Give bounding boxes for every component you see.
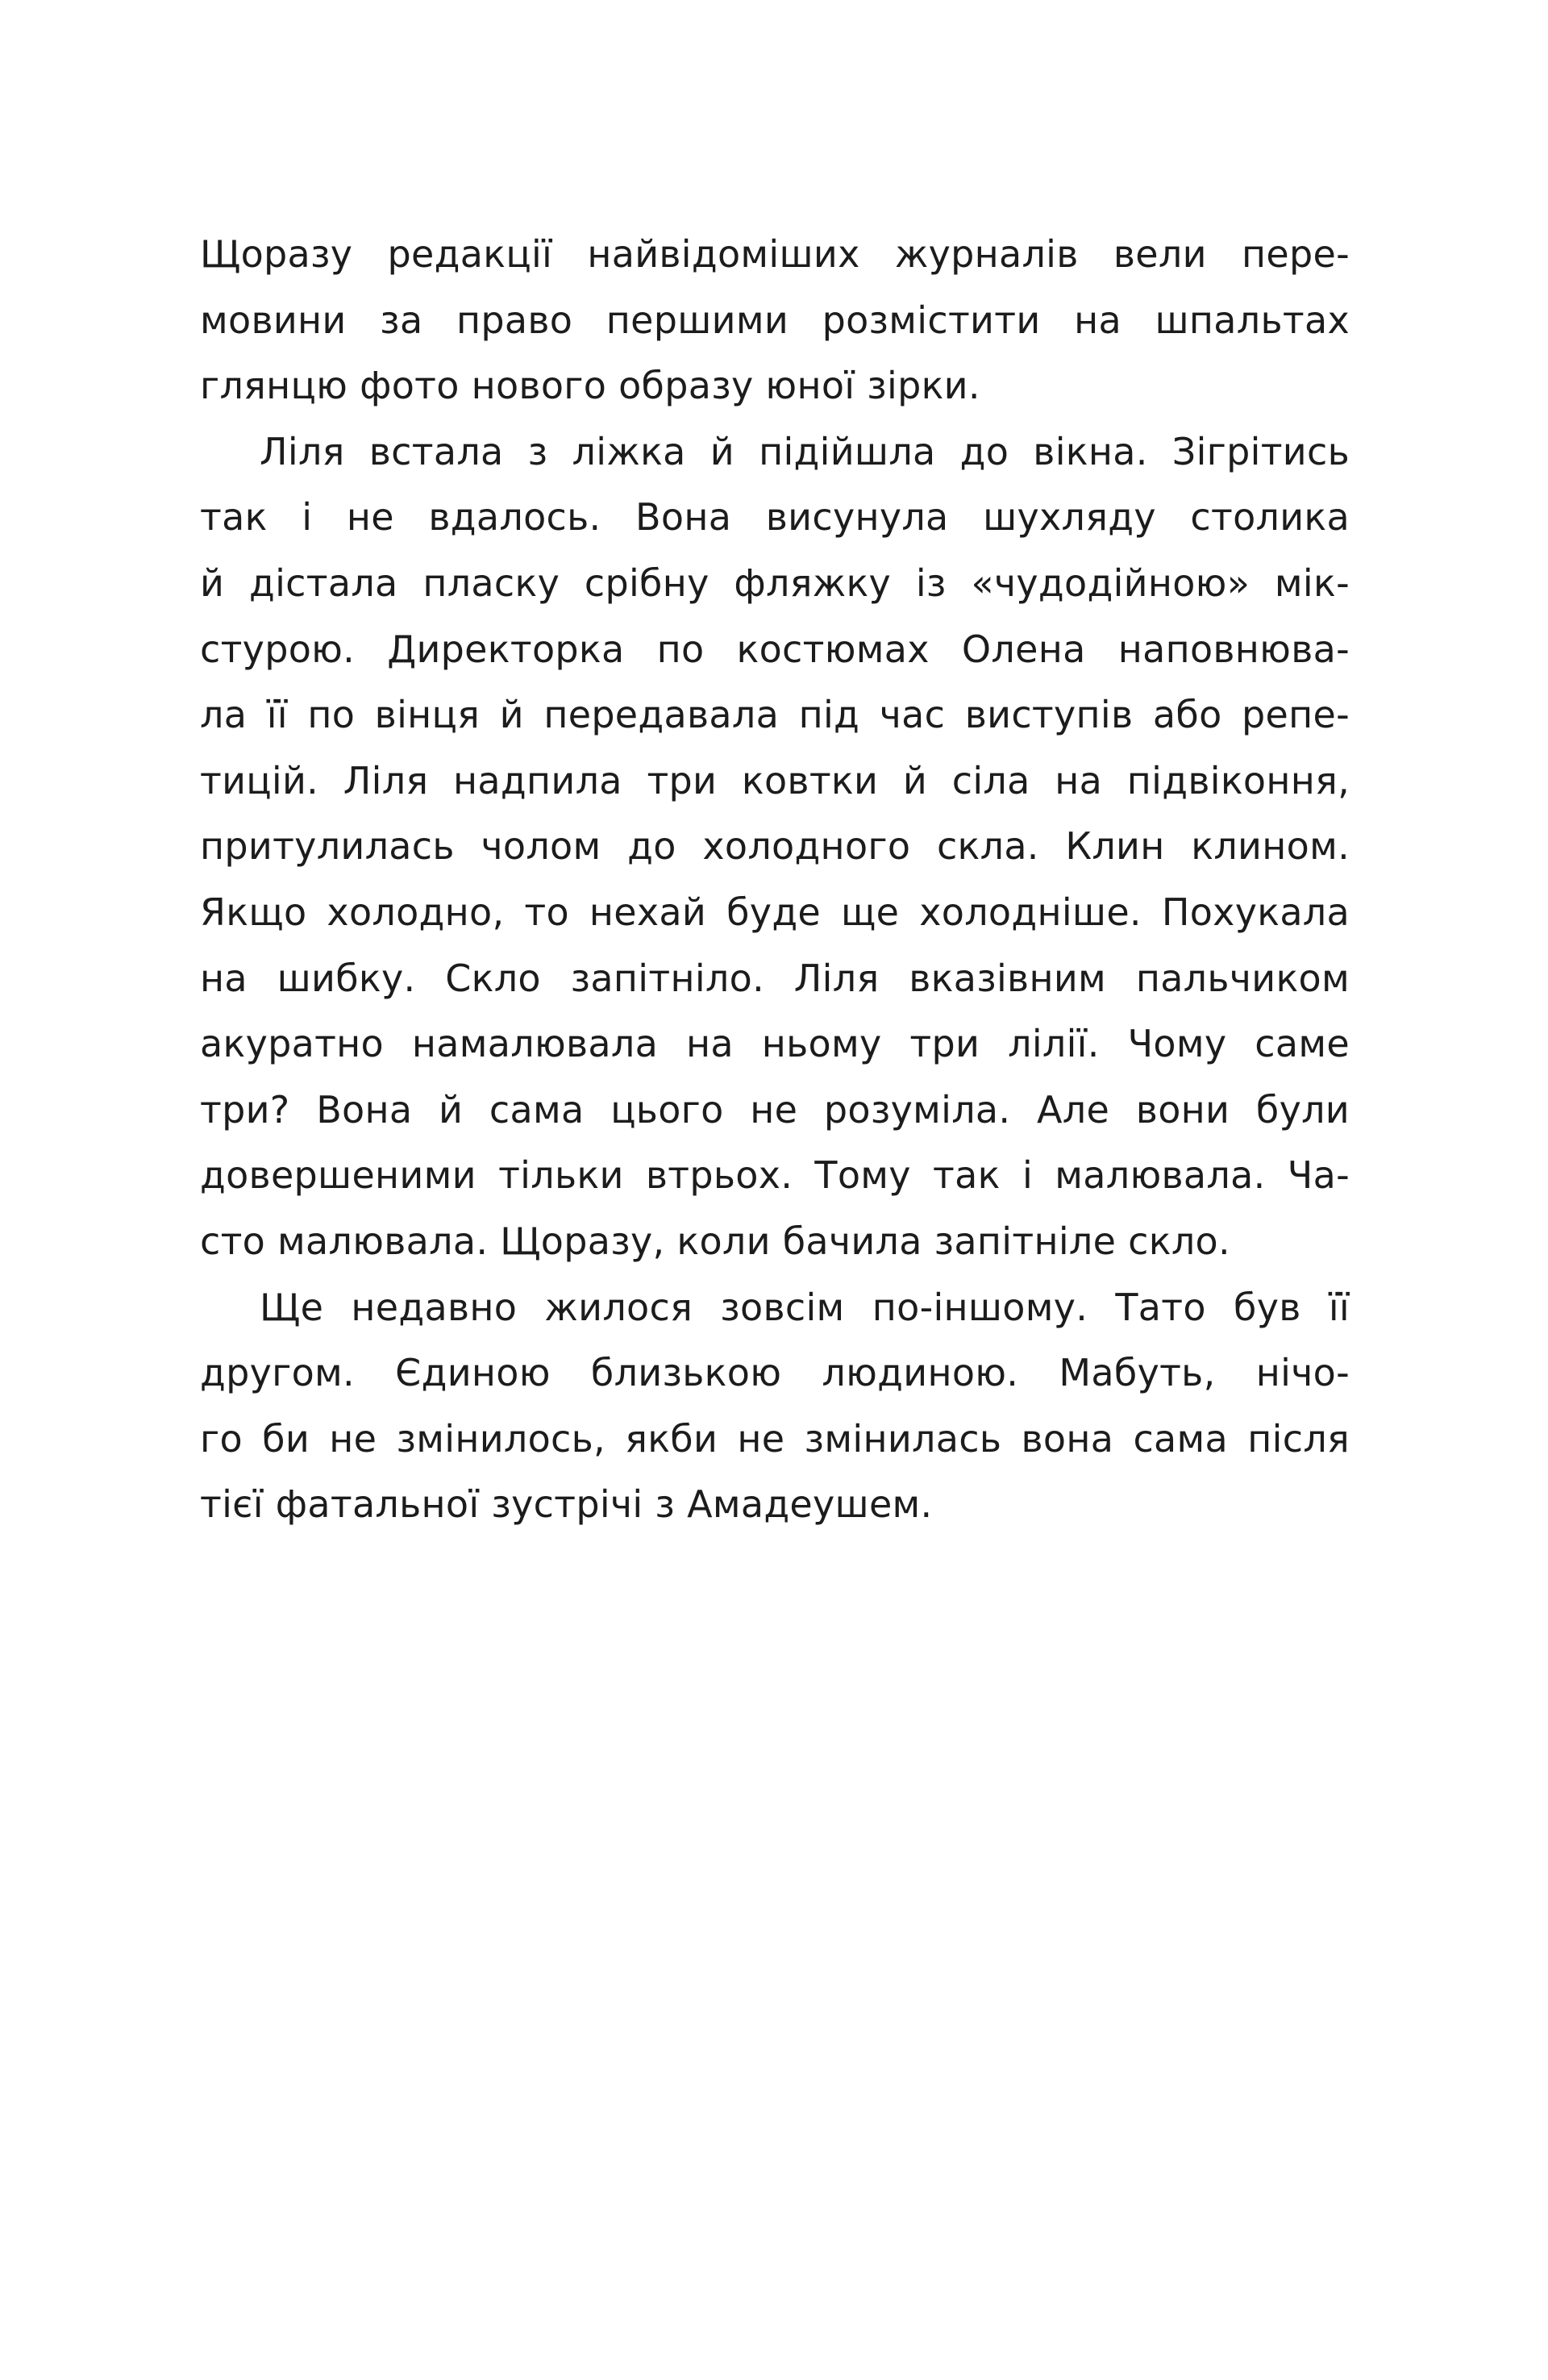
text-line: акуратно намалювала на ньому три лілії. Чому саме (200, 1022, 1350, 1066)
text-line: три? Вона й сама цього не розуміла. Але вони були (200, 1087, 1350, 1132)
text-line: го би не змінилось, якби не змінилась вона сама після (200, 1416, 1350, 1461)
text-line: й дістала пласку срібну фляжку із «чудодійною» мік- (200, 561, 1350, 605)
text-line: Ліля встала з ліжка й підійшла до вікна. Зігрітись (260, 429, 1350, 473)
text-line: притулилась чолом до холодного скла. Клин клином. (200, 824, 1350, 869)
text-line: Ще недавно жилося зовсім по-іншому. Тато був її (260, 1285, 1350, 1329)
text-line: так і не вдалось. Вона висунула шухляду столика (200, 495, 1350, 540)
text-line: глянцю фото нового образу юної зірки. (200, 364, 980, 408)
text-line: мовини за право першими розмістити на шпальтах (200, 298, 1350, 342)
text-line: Щоразу редакції найвідоміших журналів вели пере- (200, 232, 1350, 276)
text-line: сто малювала. Щоразу, коли бачила запітніле скло. (200, 1219, 1230, 1263)
text-line: тієї фатальної зустрічі з Амадеушем. (200, 1482, 933, 1527)
text-line: стурою. Директорка по костюмах Олена наповнюва- (200, 627, 1350, 671)
body-text (200, 222, 1350, 1538)
text-line: тицій. Ліля надпила три ковтки й сіла на підвіконня, (200, 758, 1350, 802)
text-line: другом. Єдиною близькою людиною. Мабуть, нічо- (200, 1351, 1350, 1395)
text-line: ла її по вінця й передавала під час виступів або репе- (200, 693, 1350, 737)
text-line: Якщо холодно, то нехай буде ще холодніше. Похукала (200, 890, 1350, 934)
text-line: на шибку. Скло запітніло. Ліля вказівним пальчиком (200, 956, 1350, 1000)
text-line: довершеними тільки втрьох. Тому так і малювала. Ча- (200, 1153, 1350, 1198)
